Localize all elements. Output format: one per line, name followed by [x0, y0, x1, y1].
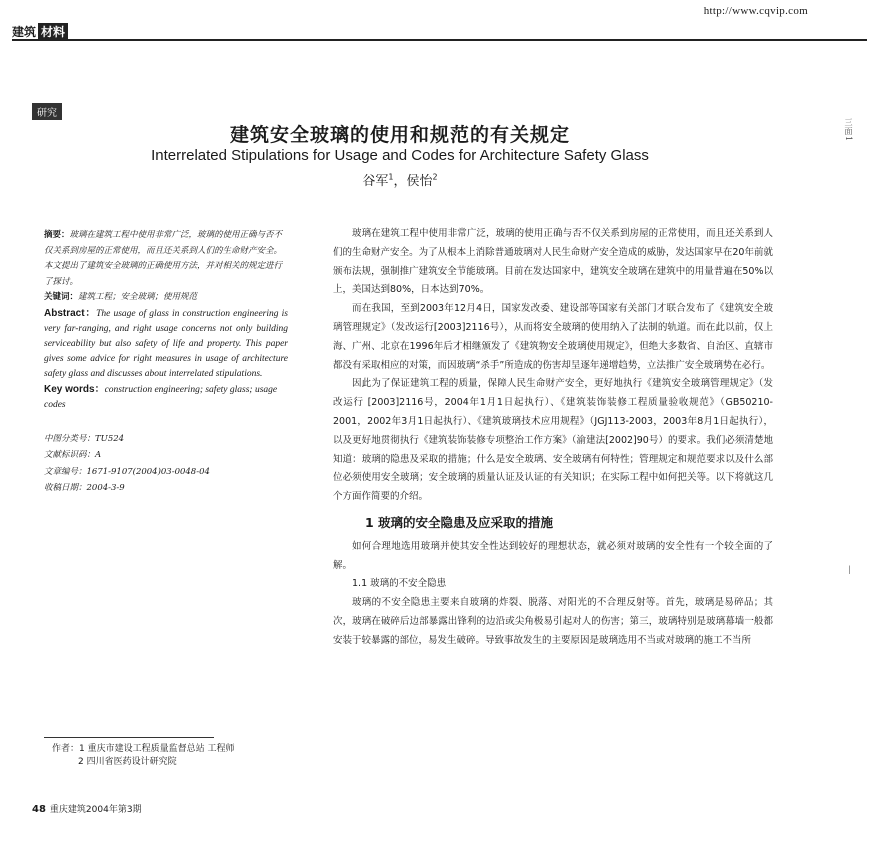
author-1-sup: 1: [388, 172, 394, 182]
keywords-en: [44, 382, 288, 413]
source-url: http://www.cqvip.com: [703, 5, 808, 17]
body-paragraph: 而在我国，至到2003年12月4日，国家发改委、建设部等国家有关部门才联合发布了《建筑安全玻璃管理规定》（发改运行[2003]2116号），从而将安全玻璃的使用纳入了法制的轨道。而在此以前，仅上海、广州、北京在1996年后才相继颁发了《建筑物安全玻璃使用规定》，但绝大多数省、自治区、直辖市都没有采取相应的对策，而因玻璃“杀手”所造成的伤害却呈逐年递增趋势，立法推广安全玻璃势在必行。: [333, 303, 773, 371]
page-number: 48: [32, 804, 46, 815]
running-header: [12, 23, 68, 40]
author-1: 谷军: [362, 174, 389, 189]
keywords-en-label: Key words：: [44, 383, 105, 395]
abstract-en: [44, 306, 288, 382]
section-tag: 研究: [32, 103, 62, 120]
margin-mark: 三面1: [844, 118, 853, 143]
running-header-part1: 建筑: [12, 25, 37, 39]
abstract-column: [44, 228, 288, 497]
abstract-cn: [44, 228, 288, 290]
abstract-en-text: The usage of glass in construction engineering is very far-ranging, and right usage concerns not only building serviceability but also safety of life and property. This paper gives some advice for right measures in usage of architecture safety glass and discusses about interrelated stipulations.: [44, 308, 288, 379]
footnote-line-1: 作者：1 重庆市建设工程质量监督总站 工程师: [52, 744, 235, 754]
header-rule: [12, 39, 867, 41]
footnote-rule: [44, 737, 214, 738]
running-header-part2: 材料: [38, 23, 68, 40]
title-en: Interrelated Stipulations for Usage and Codes for Architecture Safety Glass: [151, 147, 649, 164]
body-paragraph: 因此为了保证建筑工程的质量，保障人民生命财产安全，更好地执行《建筑安全玻璃管理规定》（发改运行 [2003]2116号，2004年1月1日起执行）、《建筑装饰装修工程质量验收规范》（GB50210-2001，2002年3月1日起执行）、《建筑玻璃技术应用规程》（JGJ113-2003，2003年8月1日起执行），以及更好地贯彻执行《建筑装饰装修专项整治工作方案》（渝建法[2002]90号）的要求。我们必须清楚地知道：玻璃的隐患及采取的措施；什么是安全玻璃、安全玻璃有何特性；管理规定和规范要求以及什么部位必须使用安全玻璃；安全玻璃的质量认证及认证的有关知识；在实际工程中如何把关等。以下将就这几个方面作简要的介绍。: [333, 378, 773, 503]
meta-article-id: 文章编号：1671-9107(2004)03-0048-04: [44, 466, 210, 477]
body-paragraph: 玻璃在建筑工程中使用非常广泛，玻璃的使用正确与否不仅关系到房屋的正常使用，而且还关系到人们的生命财产安全。为了从根本上消除普通玻璃对人民生命财产安全造成的威胁，发达国家早在20年前就颁布法规，强制推广建筑安全节能玻璃。目前在发达国家中，建筑安全玻璃在建筑中的用量普遍在50%以上，美国达到80%，日本达到70%。: [333, 228, 773, 296]
author-footnote: [52, 743, 234, 769]
author-2: 侯怡: [406, 174, 433, 189]
meta-clc: 中图分类号：TU524: [44, 433, 125, 444]
author-2-sup: 2: [432, 172, 438, 182]
subsection-heading: 1.1 玻璃的不安全隐患: [352, 578, 447, 590]
abstract-cn-label: 摘要：: [44, 230, 70, 240]
author-sep: ，: [393, 174, 407, 189]
margin-mark-2: |: [848, 565, 851, 574]
keywords-en-text: construction engineering; safety glass; usage codes: [44, 384, 278, 410]
keywords-cn-text: 建筑工程；安全玻璃；使用规范: [78, 292, 198, 302]
abstract-cn-text: 玻璃在建筑工程中使用非常广泛，玻璃的使用正确与否不仅关系到房屋的正常使用，而且还关系到人们的生命财产安全。本文提出了建筑安全玻璃的正确使用方法，并对相关的规定进行了探讨。: [44, 230, 283, 287]
keywords-cn: [44, 290, 288, 306]
article-meta: [44, 431, 288, 497]
journal-name: 重庆建筑2004年第3期: [49, 805, 142, 815]
meta-received: 收稿日期：2004-3-9: [44, 483, 125, 493]
body-paragraph: 如何合理地选用玻璃并使其安全性达到较好的理想状态，就必须对玻璃的安全性有一个较全面的了解。: [333, 540, 773, 571]
body-paragraph: 玻璃的不安全隐患主要来自玻璃的炸裂、脱落、对阳光的不合理反射等。首先，玻璃是易碎品；其次，玻璃在破碎后边部暴露出锋利的边沿或尖角极易引起对人的伤害；第三，玻璃特别是玻璃幕墙一般都安装于较暴露的部位，易发生破碎。导致事故发生的主要原因是玻璃选用不当或对玻璃的施工不当所: [333, 597, 773, 646]
page-footer: [32, 802, 142, 815]
body-column: [333, 225, 773, 651]
abstract-en-label: Abstract：: [44, 307, 97, 319]
section-heading: 1 玻璃的安全隐患及应采取的措施: [365, 514, 554, 530]
footnote-line-2: 2 四川省医药设计研究院: [78, 757, 177, 767]
keywords-cn-label: 关键词：: [44, 292, 79, 302]
meta-doc-code: 文献标识码：A: [44, 450, 102, 460]
title-cn: 建筑安全玻璃的使用和规范的有关规定: [229, 124, 570, 146]
authors: [0, 170, 800, 189]
